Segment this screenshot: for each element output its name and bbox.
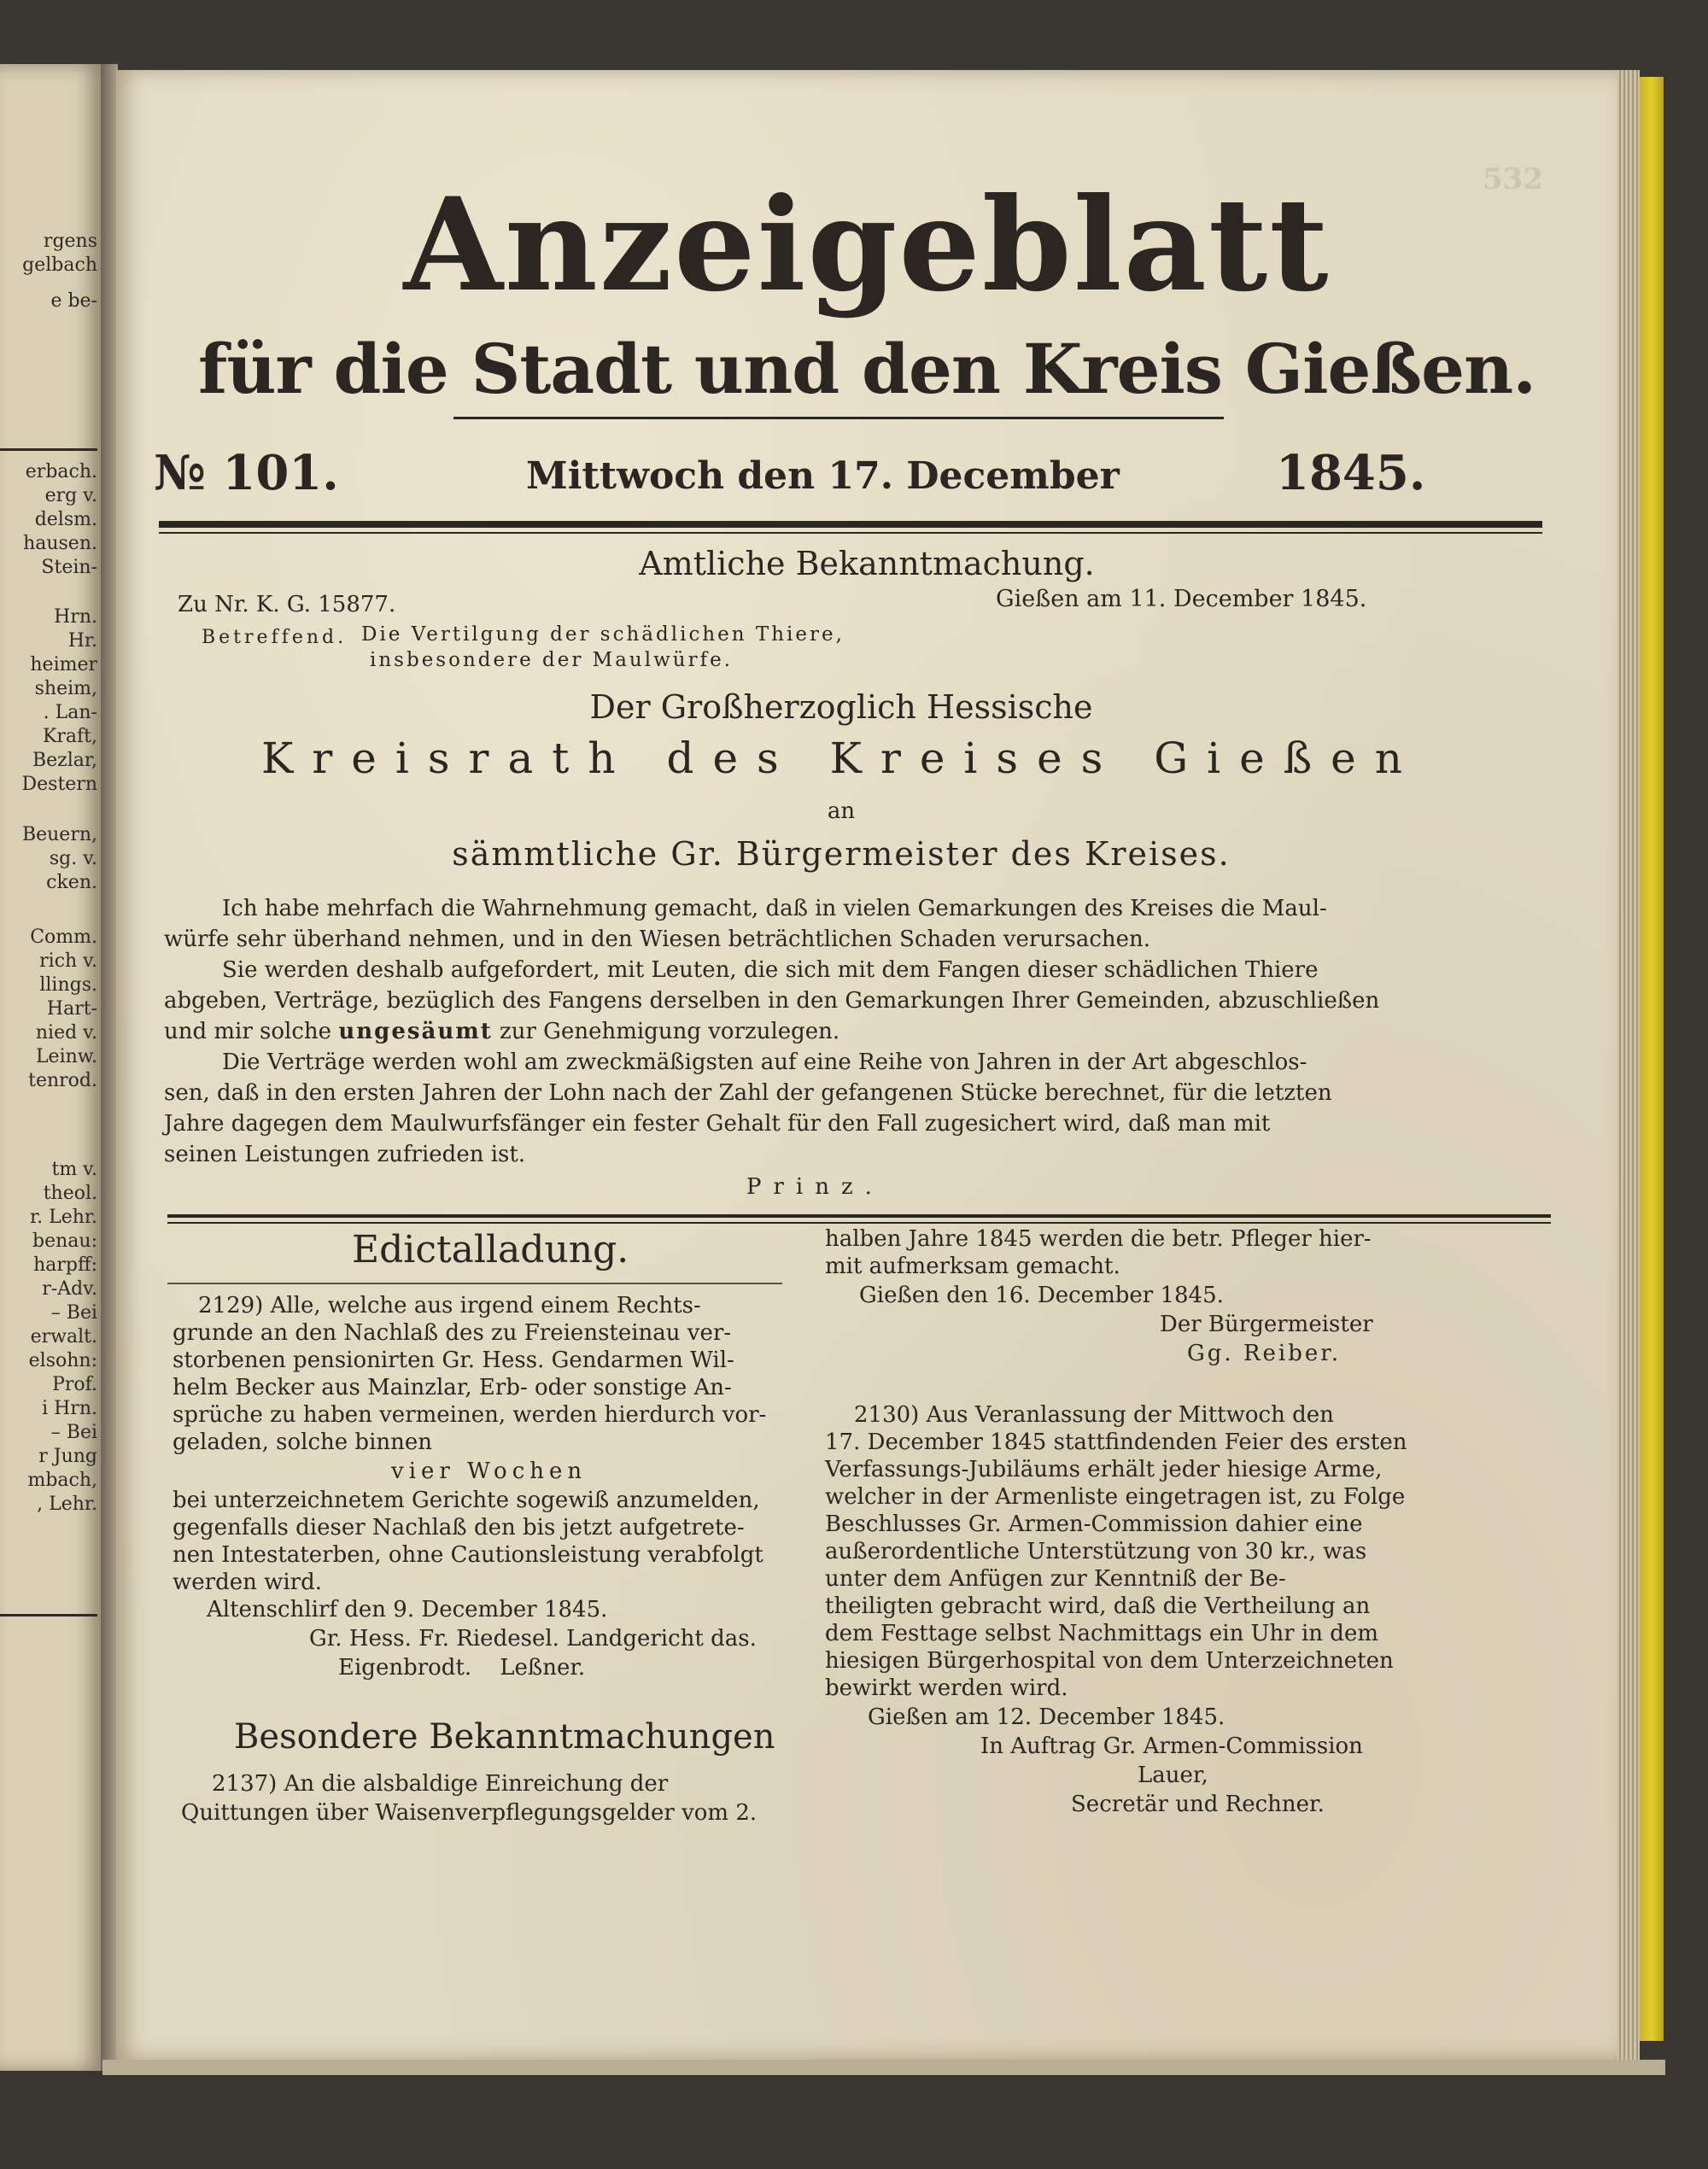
previous-page-line: elsohn: (28, 1350, 97, 1371)
previous-page-line: tenrod. (28, 1070, 97, 1091)
previous-page-line: erbach. (25, 461, 97, 482)
besondere-line-1: 2137) An die alsbaldige Einreichung der (212, 1771, 669, 1797)
issue-date: Mittwoch den 17. December (526, 454, 1120, 498)
edict-line-2: grunde an den Nachlaß des zu Freiensteinau ver- (173, 1320, 732, 1346)
betreffend-line-1: Die Vertilgung der schädlichen Thiere, (361, 623, 845, 646)
previous-page-line: r. Lehr. (30, 1207, 97, 1228)
amtliche-p2-line3-c: zur Genehmigung vorzulegen. (500, 1019, 840, 1044)
edict-heading: Edictalladung. (352, 1228, 629, 1272)
previous-page-line: , Lehr. (37, 1494, 97, 1515)
previous-page-line: Prof. (52, 1374, 97, 1395)
previous-page-line: cken. (46, 872, 97, 893)
armen-line-11: bewirkt werden wird. (825, 1675, 1068, 1701)
armen-line-4: welcher in der Armenliste eingetragen ist, zu Folge (825, 1484, 1406, 1510)
amtliche-p2-line1: Sie werden deshalb aufgefordert, mit Leuten, die sich mit dem Fangen dieser schädlichen Thiere (222, 957, 1319, 983)
edict-line-6: geladen, solche binnen (173, 1429, 433, 1455)
masthead-subtitle: für die Stadt und den Kreis Gießen. (197, 329, 1536, 409)
previous-page-line: Hr. (67, 630, 97, 652)
previous-page-line: rgens (43, 231, 97, 252)
amtliche-p1-line2: würfe sehr überhand nehmen, und in den Wiesen beträchtlichen Schaden verursachen. (164, 927, 1151, 952)
besondere-heading: Besondere Bekanntmachungen (234, 1717, 775, 1757)
edict-line-10: nen Intestaterben, ohne Cautionsleistung verabfolgt (173, 1542, 763, 1568)
newspaper-page (116, 70, 1617, 2060)
reference-number: Zu Nr. K. G. 15877. (178, 592, 396, 617)
amtliche-p3-line3: Jahre dagegen dem Maulwurfsfänger ein fester Gehalt für den Fall zugesichert wird, daß man mit (164, 1111, 1271, 1137)
previous-page-line: erg v. (44, 485, 97, 506)
masthead-title: Anzeigeblatt (403, 170, 1331, 320)
previous-page-line: e be- (50, 290, 97, 312)
previous-page-line: tm v. (51, 1159, 97, 1180)
edict-line-3: storbenen pensionirten Gr. Hess. Gendarmen Wil- (173, 1348, 734, 1373)
previous-page-line: rich v. (39, 950, 97, 972)
previous-page-line: Comm. (30, 927, 97, 948)
previous-page-line: r Jung (38, 1446, 97, 1467)
amtliche-p3-line2: sen, daß in den ersten Jahren der Lohn nach der Zahl der gefangenen Stücke berechnet, für die letzten (164, 1080, 1332, 1106)
previous-page-line: – Bei (50, 1302, 97, 1324)
previous-page (0, 64, 102, 2071)
previous-page-line: Destern (21, 774, 97, 795)
armen-place-date: Gießen am 12. December 1845. (868, 1704, 1225, 1730)
previous-page-line: . Lan- (43, 702, 97, 723)
edict-line-8: bei unterzeichnetem Gerichte sogewiß anzumelden, (173, 1488, 760, 1513)
previous-page-line: heimer (30, 654, 97, 675)
previous-page-rule (0, 448, 97, 451)
amtliche-emphasis: ungesäumt (338, 1019, 493, 1044)
right-mayor-title: Der Bürgermeister (1160, 1312, 1373, 1337)
edict-line-7: vier Wochen (391, 1459, 588, 1484)
previous-page-line: mbach, (27, 1470, 97, 1491)
amtliche-p3-line1: Die Verträge werden wohl am zweckmäßigsten auf eine Reihe von Jahren in der Art abgeschlos- (222, 1049, 1307, 1075)
armen-line-7: unter dem Anfügen zur Kenntniß der Be- (825, 1566, 1286, 1592)
masthead-rule-thick (159, 521, 1542, 528)
besondere-line-2: Quittungen über Waisenverpflegungsgelder vom 2. (181, 1800, 757, 1826)
edict-line-1: 2129) Alle, welche aus irgend einem Rechts- (198, 1293, 701, 1318)
amtliche-p2-line3-a: und mir solche (164, 1019, 332, 1044)
previous-page-line: Beuern, (21, 824, 97, 845)
edict-line-9: gegenfalls dieser Nachlaß den bis jetzt aufgetrete- (173, 1515, 745, 1541)
edict-line-4: helm Becker aus Mainzlar, Erb- oder sonstige An- (173, 1375, 732, 1400)
bottom-page-edge (102, 2060, 1665, 2075)
issuer-line: Der Großherzoglich Hessische (589, 688, 1093, 726)
previous-page-line: benau: (32, 1231, 97, 1252)
edict-separator (167, 1283, 782, 1284)
previous-page-line: – Bei (50, 1422, 97, 1443)
previous-page-line: Kraft, (42, 726, 97, 747)
previous-page-line: sg. v. (49, 848, 97, 869)
previous-page-line: Stein- (41, 557, 97, 578)
section-rule-top (167, 1214, 1551, 1218)
right-line-1: halben Jahre 1845 werden die betr. Pfleger hier- (825, 1226, 1372, 1252)
previous-page-line: Hart- (46, 998, 97, 1020)
kreisrath-line: Kreisrath des Kreises Gießen (261, 734, 1421, 783)
previous-page-line: Bezlar, (32, 750, 97, 771)
armen-commission: In Auftrag Gr. Armen-Commission (980, 1733, 1363, 1759)
right-mayor-name: Gg. Reiber. (1187, 1341, 1342, 1366)
previous-page-line: nied v. (35, 1022, 97, 1044)
previous-page-line: gelbach (22, 254, 97, 276)
recipient-line: sämmtliche Gr. Bürgermeister des Kreises. (452, 835, 1231, 873)
previous-page-line: delsm. (34, 509, 97, 530)
amtliche-place-date: Gießen am 11. December 1845. (996, 586, 1367, 612)
armen-line-3: Verfassungs-Jubiläums erhält jeder hiesige Arme, (825, 1457, 1383, 1482)
previous-page-rule (0, 1614, 97, 1617)
amtliche-heading: Amtliche Bekanntmachung. (639, 545, 1095, 582)
armen-line-8: theiligten gebracht wird, daß die Vertheilung an (825, 1593, 1371, 1619)
right-place-date: Gießen den 16. December 1845. (859, 1283, 1224, 1308)
amtliche-p2-line2: abgeben, Verträge, bezüglich des Fangens derselben in den Gemarkungen Ihrer Gemeinden, abzuschließen (164, 988, 1380, 1014)
betreffend-line-2: insbesondere der Maulwürfe. (370, 649, 734, 671)
right-line-2: mit aufmerksam gemacht. (825, 1254, 1120, 1279)
an-line: an (827, 798, 856, 824)
amtliche-p1-line1: Ich habe mehrfach die Wahrnehmung gemacht, daß in vielen Gemarkungen des Kreises die Maul- (222, 896, 1327, 921)
yellow-book-edge (1640, 77, 1664, 2041)
previous-page-line: Hrn. (54, 606, 97, 628)
armen-line-1: 2130) Aus Veranlassung der Mittwoch den (854, 1402, 1334, 1428)
previous-page-line: erwalt. (30, 1326, 97, 1348)
masthead-underline (453, 417, 1224, 419)
issue-year: 1845. (1276, 445, 1426, 501)
amtliche-p3-line4: seinen Leistungen zufrieden ist. (164, 1142, 526, 1167)
previous-page-line: theol. (43, 1183, 97, 1204)
issue-number: № 101. (154, 445, 339, 501)
previous-page-line: llings. (39, 974, 97, 996)
edict-line-11: werden wird. (173, 1570, 323, 1595)
previous-page-line: sheim, (34, 678, 97, 699)
previous-page-line: r-Adv. (42, 1278, 97, 1300)
armen-line-10: hiesigen Bürgerhospital von dem Unterzeichneten (825, 1648, 1394, 1674)
armen-signer: Lauer, (1138, 1763, 1208, 1788)
edict-signatures: Eigenbrodt. Leßner. (338, 1655, 586, 1681)
armen-line-9: dem Festtage selbst Nachmittags ein Uhr in dem (825, 1621, 1378, 1646)
previous-page-line: Leinw. (35, 1046, 97, 1067)
previous-page-line: hausen. (23, 533, 97, 554)
armen-line-2: 17. December 1845 stattfindenden Feier des ersten (825, 1429, 1407, 1455)
edict-court: Gr. Hess. Fr. Riedesel. Landgericht das. (309, 1626, 757, 1652)
armen-signer-title: Secretär und Rechner. (1071, 1792, 1325, 1817)
bleed-page-number: 532 (1483, 162, 1543, 196)
amtliche-p2-line3 (164, 1016, 839, 1047)
edict-place-date: Altenschlirf den 9. December 1845. (207, 1597, 608, 1622)
book-gutter (101, 64, 118, 2071)
previous-page-line: harpff: (33, 1254, 97, 1276)
amtliche-signature: Prinz. (746, 1174, 884, 1200)
armen-line-5: Beschlusses Gr. Armen-Commission dahier eine (825, 1511, 1363, 1537)
armen-line-6: außerordentliche Unterstützung von 30 kr., was (825, 1539, 1367, 1564)
betreffend-label: Betreffend. (202, 627, 348, 648)
previous-page-line: i Hrn. (42, 1398, 97, 1419)
edict-line-5: sprüche zu haben vermeinen, werden hierdurch vor- (173, 1402, 767, 1428)
masthead-rule-thin (159, 532, 1542, 534)
